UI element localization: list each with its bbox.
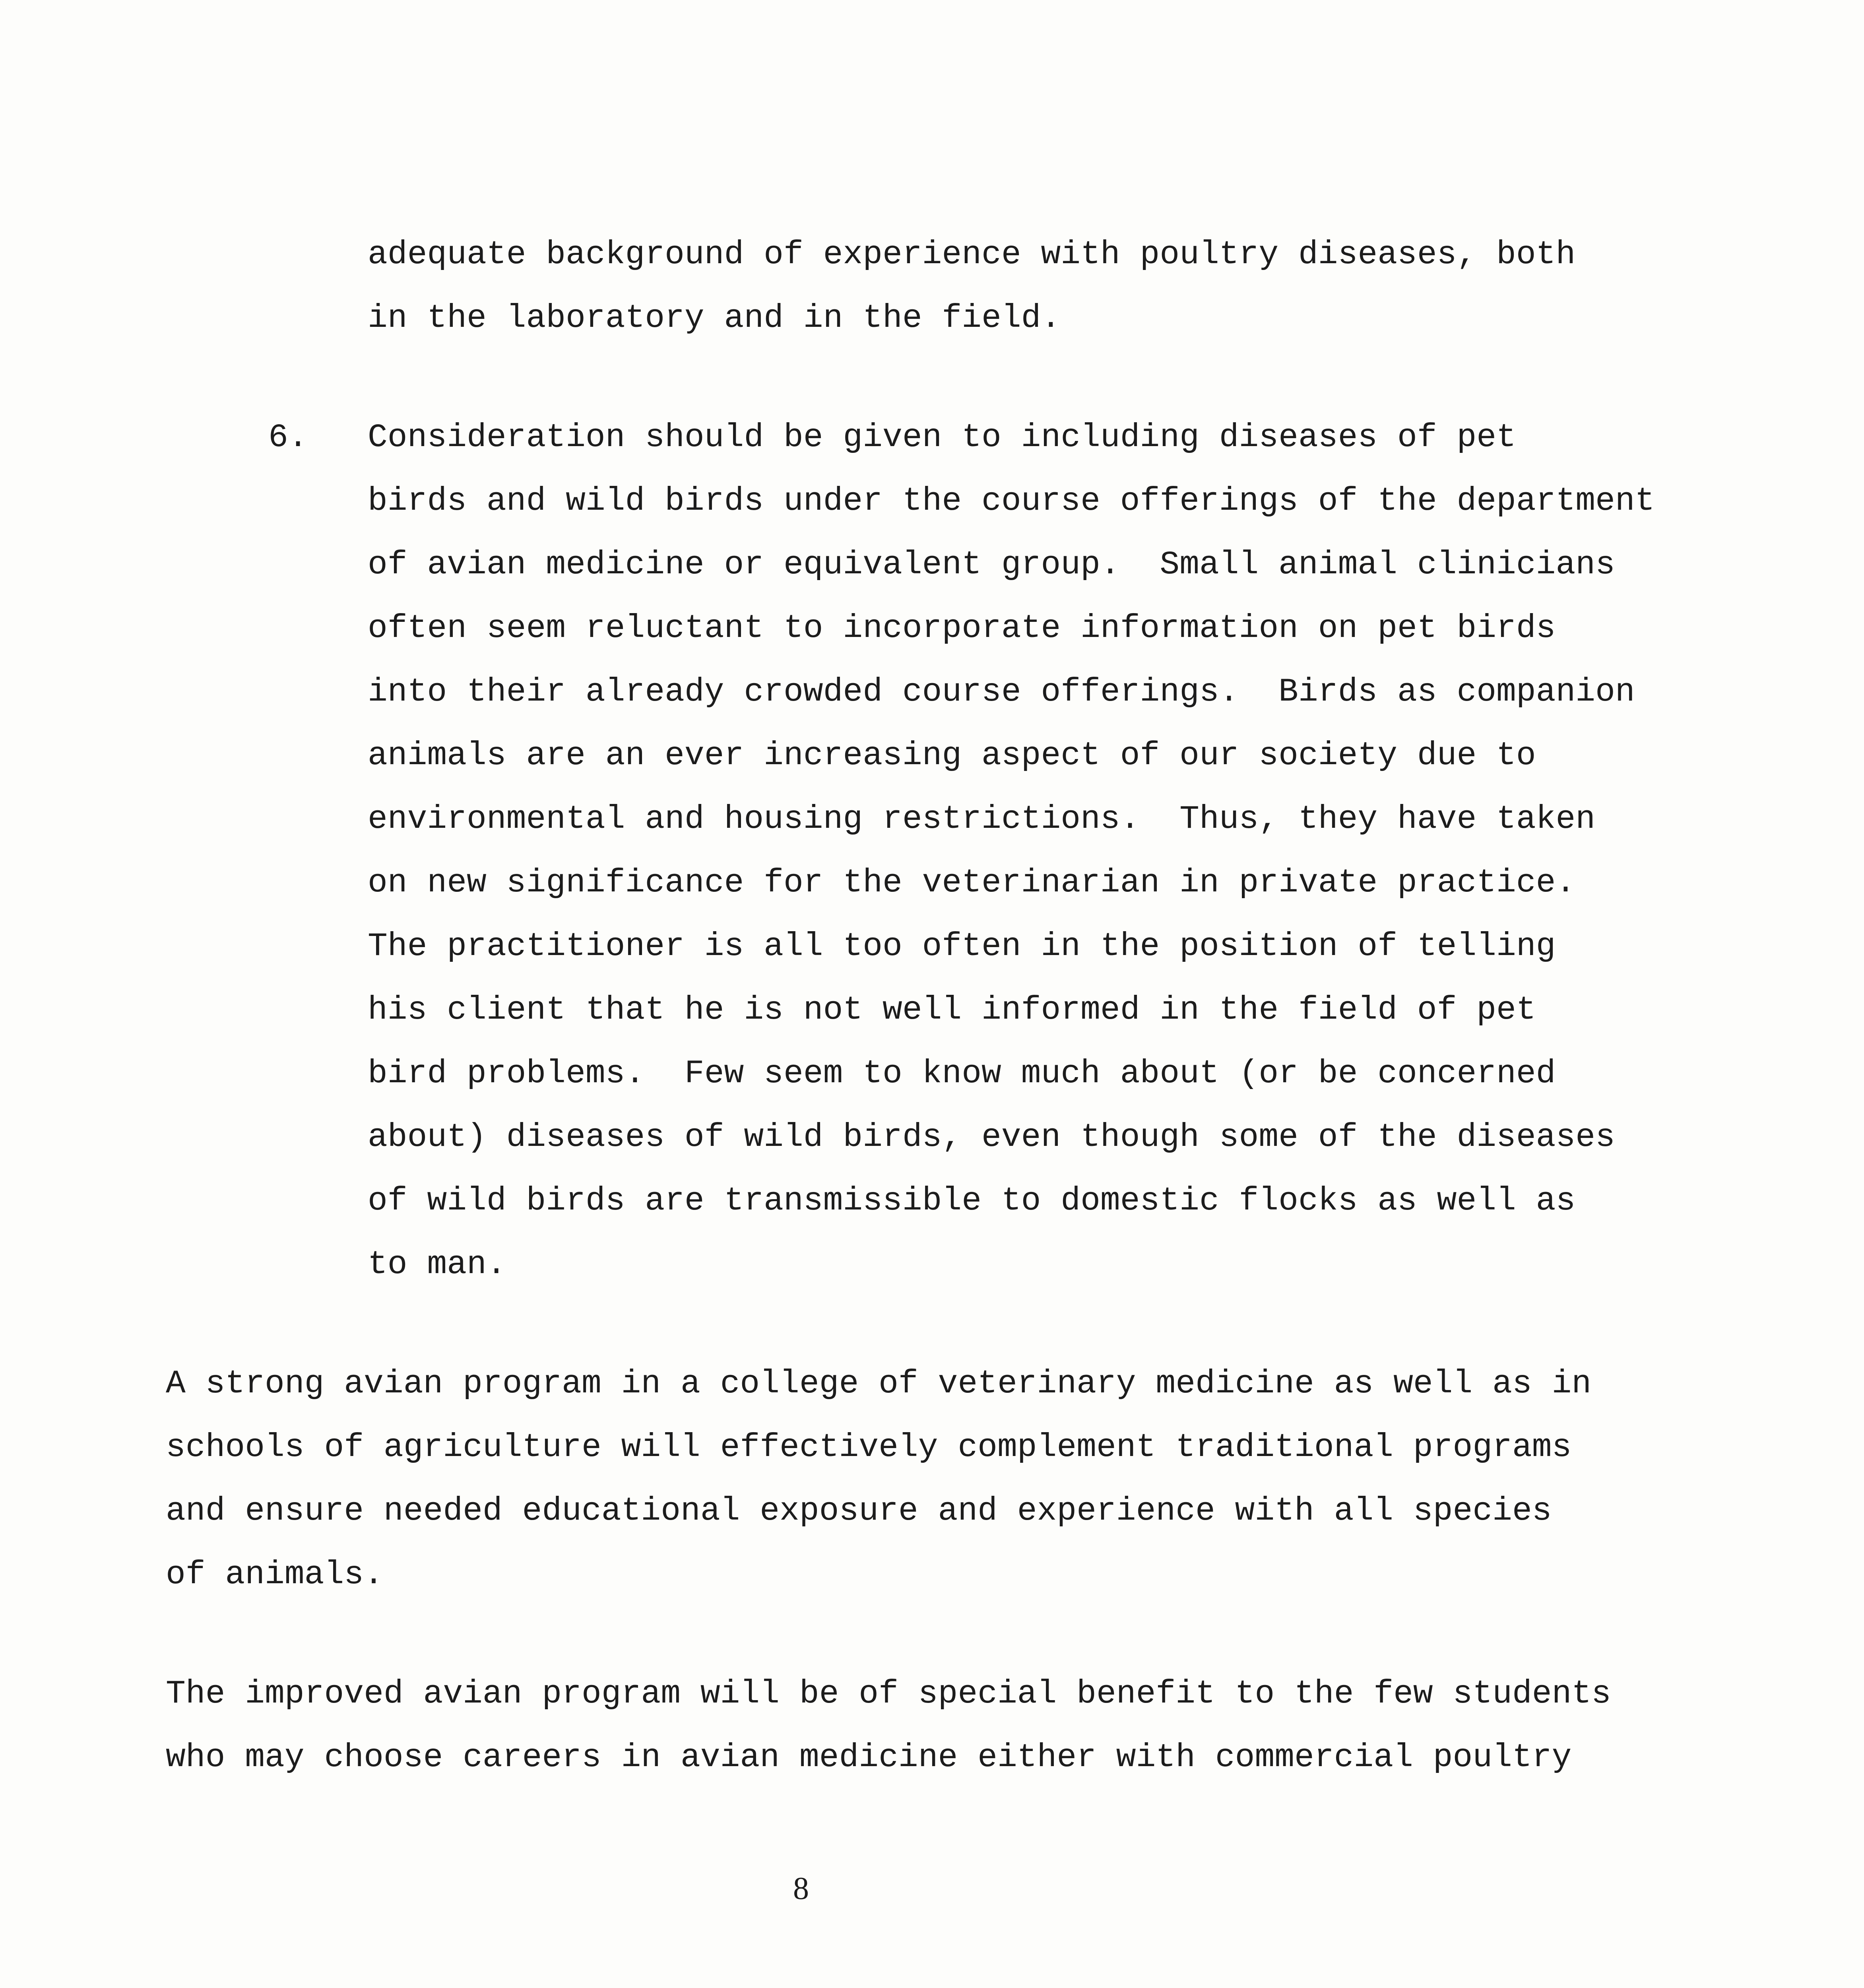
- list-item: [0, 406, 1864, 469]
- text-line: bird problems. Few seem to know much about (or be concerned: [368, 1055, 1556, 1092]
- text-line: about) diseases of wild birds, even though some of the diseases: [368, 1118, 1615, 1156]
- text-line: in the laboratory and in the field.: [368, 299, 1061, 337]
- page-number: 8: [793, 1871, 809, 1906]
- spacer: [0, 1296, 1864, 1352]
- text-line: The practitioner is all too often in the position of telling: [368, 928, 1556, 965]
- text-line: environmental and housing restrictions. Thus, they have taken: [368, 800, 1596, 838]
- spacer: [0, 1606, 1864, 1662]
- text-line: of avian medicine or equivalent group. Small animal clinicians: [368, 546, 1615, 583]
- text-line: animals are an ever increasing aspect of our society due to: [368, 737, 1536, 774]
- spacer: [0, 350, 1864, 406]
- text-line: to man.: [368, 1246, 506, 1283]
- text-line: A strong avian program in a college of veterinary medicine as well as in: [166, 1365, 1592, 1402]
- text-line: often seem reluctant to incorporate information on pet birds: [368, 610, 1556, 647]
- text-line: and ensure needed educational exposure and experience with all species: [166, 1492, 1552, 1530]
- text-line: The improved avian program will be of special benefit to the few students: [166, 1675, 1611, 1712]
- text-line: of wild birds are transmissible to domestic flocks as well as: [368, 1182, 1576, 1219]
- text-line: on new significance for the veterinarian in private practice.: [368, 864, 1576, 901]
- text-line: who may choose careers in avian medicine either with commercial poultry: [166, 1739, 1572, 1776]
- text-line: adequate background of experience with poultry diseases, both: [368, 236, 1576, 273]
- list-number: 6.: [268, 419, 308, 456]
- text-line: into their already crowded course offerings. Birds as companion: [368, 673, 1635, 711]
- text-line: of animals.: [166, 1556, 384, 1593]
- text-line: birds and wild birds under the course offerings of the department: [368, 482, 1655, 520]
- text-line: Consideration should be given to including diseases of pet: [368, 419, 1516, 456]
- text-line: schools of agriculture will effectively complement traditional programs: [166, 1429, 1572, 1466]
- text-line: his client that he is not well informed in the field of pet: [368, 991, 1536, 1029]
